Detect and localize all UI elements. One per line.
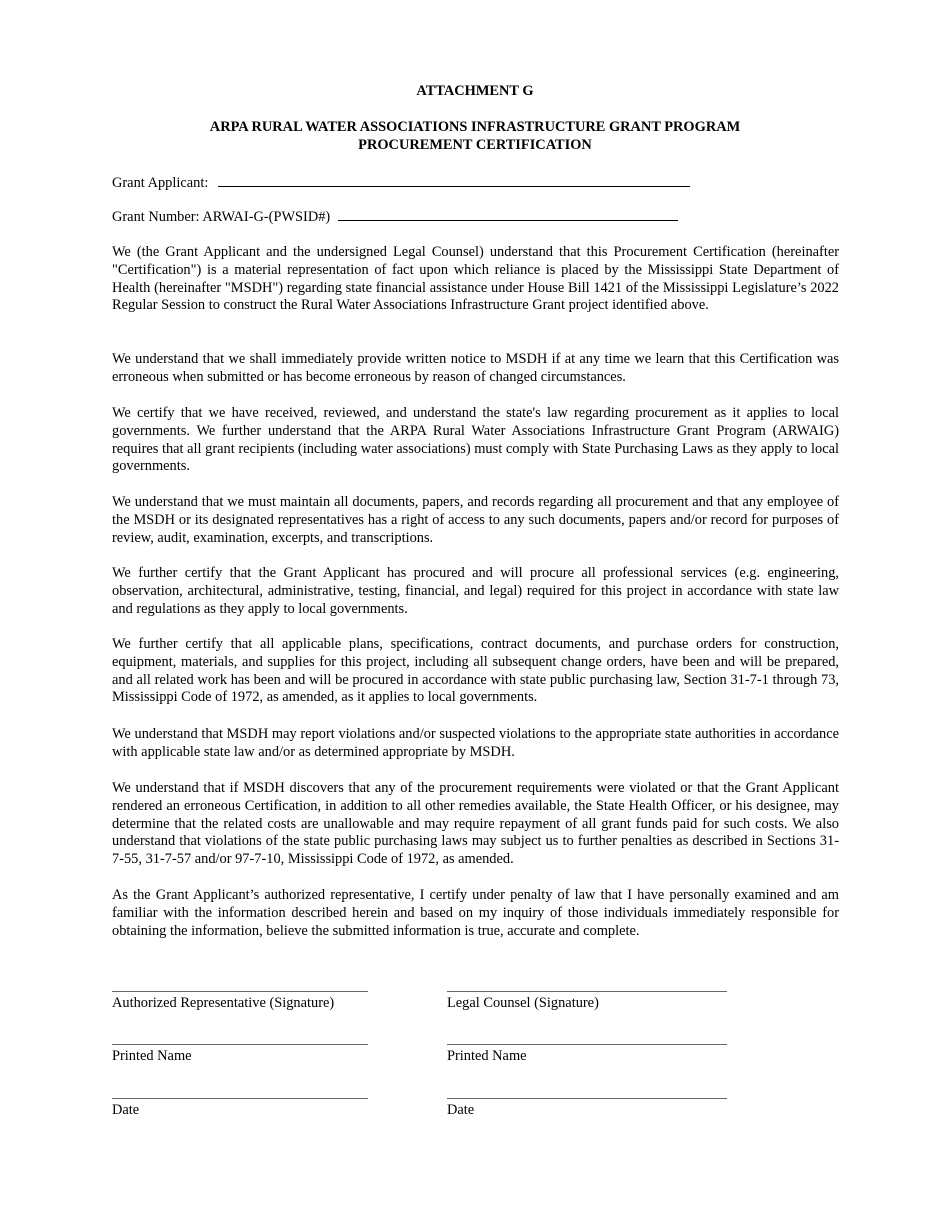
paragraph-records: We understand that we must maintain all documents, papers, and records regarding all procurement and that any employee of the MSDH or its designated representatives has a right of access to any such documents, papers and/or record for purposes of review, audit, examination, excerpts, and transcriptions. <box>112 494 839 546</box>
paragraph-violations: We understand that MSDH may report violations and/or suspected violations to the appropriate state authorities in accordance with applicable state law and/or as determined appropriate by MSDH. <box>112 726 839 760</box>
grant-applicant-field <box>112 173 690 192</box>
counsel-signature-line[interactable] <box>447 991 727 992</box>
counsel-signature-label: Legal Counsel (Signature) <box>447 995 599 1011</box>
paragraph-state-law: We certify that we have received, reviewed, and understand the state's law regarding procurement as it applies to local governments. We further understand that the ARPA Rural Water Associations Infrastructure Grant Program (ARWAIG) requires that all grant recipients (including water associations) must comply with State Purchasing Laws as they apply to local governments. <box>112 405 839 475</box>
program-heading: ARPA RURAL WATER ASSOCIATIONS INFRASTRUCTURE GRANT PROGRAM <box>209 119 741 135</box>
rep-signature-label: Authorized Representative (Signature) <box>112 995 335 1011</box>
paragraph-authorization: As the Grant Applicant’s authorized representative, I certify under penalty of law that I have personally examined and am familiar with the information described herein and based on my inquiry of those individuals immediately responsible for obtaining the information, believe the submitted information is true, accurate and complete. <box>112 887 839 939</box>
paragraph-reliance: We (the Grant Applicant and the undersigned Legal Counsel) understand that this Procurement Certification (hereinafter "Certification") is a material representation of fact upon which reliance is placed by the Mississippi State Department of Health (hereinafter "MSDH") regarding state financial assistance under House Bill 1421 of the Mississippi Legislature’s 2022 Regular Session to construct the Rural Water Associations Infrastructure Grant project identified above. <box>112 244 839 314</box>
counsel-printed-name-label: Printed Name <box>447 1048 527 1064</box>
paragraph-notice: We understand that we shall immediately provide written notice to MSDH if at any time we learn that this Certification was erroneous when submitted or has become erroneous by reason of changed circumstances. <box>112 351 839 385</box>
grant-applicant-label: Grant Applicant: <box>112 175 209 191</box>
rep-printed-name-line[interactable] <box>112 1044 368 1045</box>
grant-applicant-input[interactable] <box>218 173 690 187</box>
paragraph-remedies: We understand that if MSDH discovers that any of the procurement requirements were violated or that the Grant Applicant rendered an erroneous Certification, in addition to all other remedies available, the State Health Officer, or his designee, may determine that the related costs are unallowable and may require repayment of all grant funds paid for such costs. We also understand that violations of the state public purchasing laws may subject us to further penalties as described in Sections 31-7-55, 31-7-57 and/or 97-7-10, Mississippi Code of 1972, as amended. <box>112 780 839 868</box>
attachment-heading: ATTACHMENT G <box>416 83 534 99</box>
rep-date-label: Date <box>112 1102 140 1118</box>
grant-number-input[interactable] <box>338 207 678 221</box>
certification-title: PROCUREMENT CERTIFICATION <box>358 137 592 153</box>
rep-date-line[interactable] <box>112 1098 368 1099</box>
counsel-date-line[interactable] <box>447 1098 727 1099</box>
paragraph-professional-services: We further certify that the Grant Applicant has procured and will procure all professional services (e.g. engineering, observation, architectural, administrative, testing, financial, and legal) required for this project in accordance with state law and regulations as they apply to local governments. <box>112 565 839 617</box>
counsel-date-label: Date <box>447 1102 475 1118</box>
grant-number-label: Grant Number: ARWAI-G-(PWSID#) <box>112 209 331 225</box>
rep-signature-line[interactable] <box>112 991 368 992</box>
grant-number-field <box>112 207 678 226</box>
paragraph-construction: We further certify that all applicable plans, specifications, contract documents, and purchase orders for construction, equipment, materials, and supplies for this project, including all subsequent change orders, have been and will be prepared, and all related work has been and will be procured in accordance with state public purchasing law, Section 31-7-1 through 73, Mississippi Code of 1972, as amended, as it applies to local governments. <box>112 636 839 706</box>
counsel-printed-name-line[interactable] <box>447 1044 727 1045</box>
rep-printed-name-label: Printed Name <box>112 1048 192 1064</box>
